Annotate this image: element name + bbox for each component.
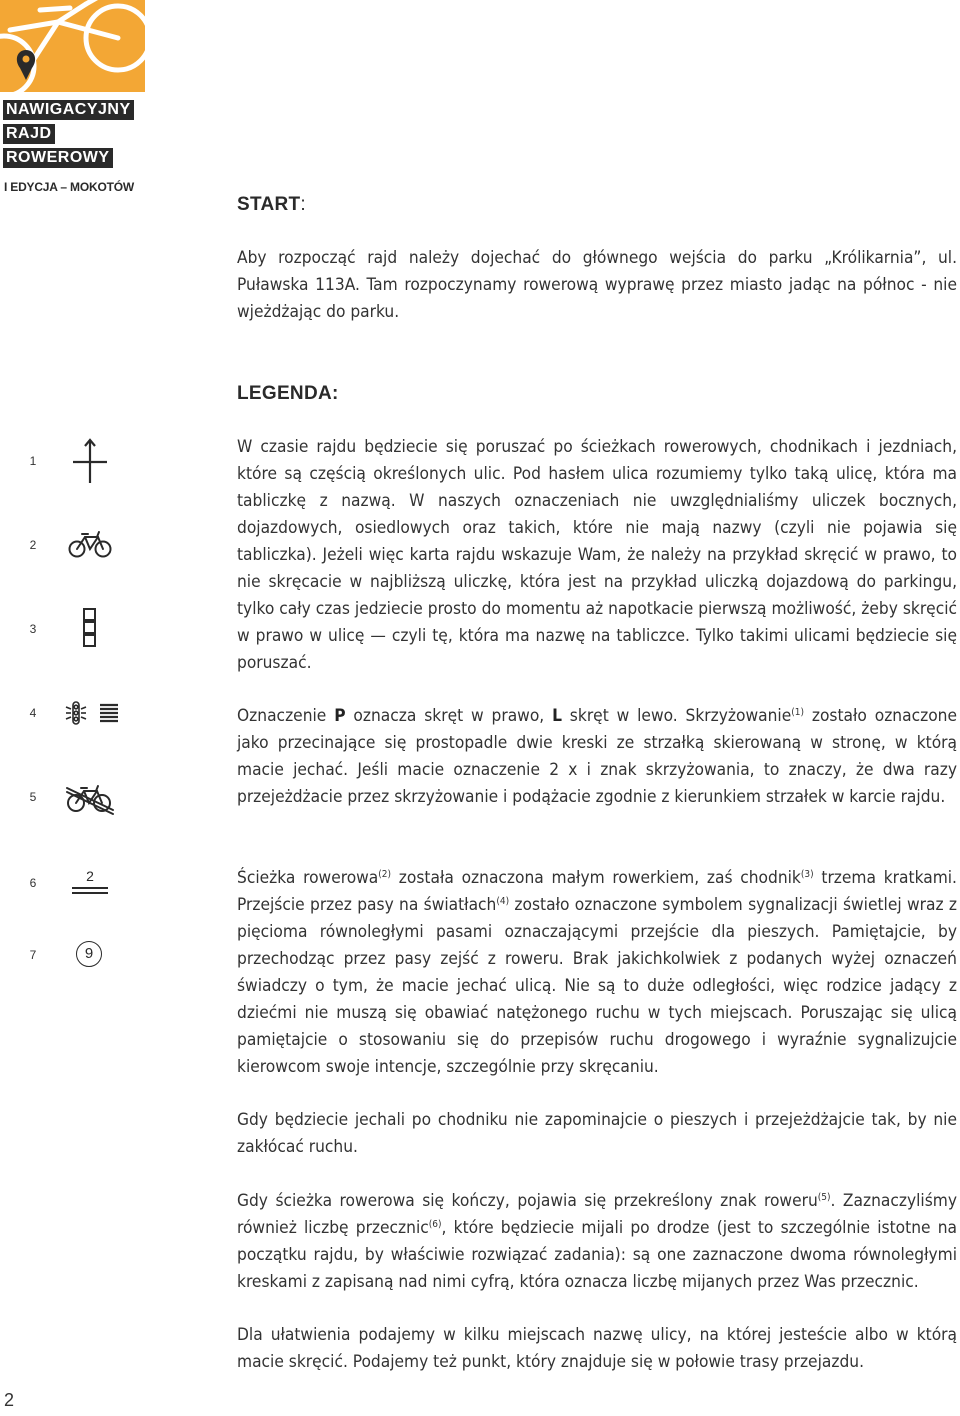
crossroad-arrow-icon [70, 438, 110, 486]
logo-word-2: RAJD [3, 124, 55, 144]
page-number: 2 [4, 1390, 15, 1410]
circled-number-icon: 9 [76, 941, 102, 967]
crosswalk-count-icon [72, 868, 108, 898]
crossed-bicycle-icon [64, 780, 116, 816]
legend-number-2: 2 [29, 538, 37, 552]
legend-number-1: 1 [29, 454, 37, 468]
legend-paragraph-3: Ścieżka rowerowa$^{(2)}$ została oznaczona małym rowerkiem, zaś chodnik$^{(3)}$ trzema kratkami. Przejście przez pasy na światłach$^{(4)}$ zostało oznaczone symbolem sygnalizacji świetlej wraz z pięcioma równoległymi pasami oznaczającymi przejście dla pieszych. Pamiętajcie, by przechodząc przez pasy zejść z roweru. Brak jakichkolwiek z podanych wyżej oznaczeń świadczy o tym, że macie jechać ulicą. Nie są to duże odległości, więc rodzice jadący z dziećmi nie muszą się obawiać natężonego ruchu w tych miejscach. Poruszając się ulicą pamiętajcie o stosowaniu się do przepisów ruchu drogowego i wyraźnie sygnalizujcie kierowcom swoje intencje, szczególnie przy skręcaniu. [237, 868, 957, 1077]
start-title: START [237, 194, 301, 215]
legend-heading: LEGENDA: [237, 383, 339, 404]
logo-graphic [0, 0, 145, 92]
legend-number-7: 7 [29, 948, 37, 962]
logo-word-1: NAWIGACYJNY [3, 100, 134, 120]
crosswalk-line-top [72, 887, 108, 889]
start-colon: : [300, 194, 307, 215]
legend-number-3: 3 [29, 622, 37, 636]
logo-word-3: ROWEROWY [3, 148, 113, 168]
crosswalk-count-label: 2 [86, 868, 94, 884]
legend-paragraph-4: Gdy będziecie jechali po chodniku nie zapominajcie o pieszych i przejeżdżajcie tak, by nie zakłócać ruchu. [237, 1110, 957, 1157]
bicycle-map-pin-icon [0, 0, 145, 92]
sidewalk-squares-icon [82, 607, 98, 649]
legend-number-5: 5 [29, 790, 37, 804]
legend-paragraph-6: Dla ułatwienia podajemy w kilku miejscach nazwę ulicy, na której jesteście albo w którą macie skręcić. Podajemy też punkt, który znajduje się w połowie trasy przejazdu. [237, 1325, 957, 1372]
legend-paragraph-5: Gdy ścieżka rowerowa się kończy, pojawia się przekreślony znak roweru$^{(5)}$. Zaznaczyliśmy również liczbę przecznic$^{(6)}$, które będziecie mijali po drodze (jest to szczególnie istotne na początku rajdu, by właściwie rozwiązać zadania): są one zaznaczone dwoma równoległymi kreskami z zapisaną nad nimi cyfrą, która oznacza liczbę mijanych przez Was przecznic. [237, 1191, 957, 1292]
bicycle-icon [68, 530, 112, 560]
start-heading [237, 194, 306, 216]
traffic-light-crosswalk-icon [64, 700, 120, 726]
edition-label: I EDYCJA – MOKOTÓW [4, 180, 134, 194]
crosswalk-line-bottom [72, 892, 108, 894]
start-paragraph: Aby rozpocząć rajd należy dojechać do głównego wejścia do parku „Królikarnia”, ul. Puławska 113A. Tam rozpoczynamy rowerową wyprawę przez miasto jadąc na północ - nie wjeżdżając do parku. [237, 248, 957, 322]
legend-number-4: 4 [29, 706, 37, 720]
legend-number-6: 6 [29, 876, 37, 890]
legend-paragraph-2: Oznaczenie P oznacza skręt w prawo, L skręt w lewo. Skrzyżowanie$^{(1)}$ zostało oznaczone jako przecinające się prostopadle dwie kreski ze strzałką skierowaną w stronę, w którą macie jechać. Jeśli macie oznaczenie 2 x i znak skrzyżowania, to znaczy, że dwa razy przejeżdżacie przez skrzyżowanie i podążacie zgodnie z kierunkiem strzałek w karcie rajdu. [237, 706, 957, 807]
legend-paragraph-1: W czasie rajdu będziecie się poruszać po ścieżkach rowerowych, chodnikach i jezdniach, które są częścią określonych ulic. Pod hasłem ulica rozumiemy tylko taką ulicę, która ma tabliczkę z nazwą. W naszych oznaczeniach nie uwzględnialiśmy uliczek bocznych, dojazdowych, osiedlowych oraz takich, które nie mają nazwy (czyli nie pojawia się tabliczka). Jeżeli więc karta rajdu wskazuje Wam, że należy na przykład skręcić w prawo, to nie skręcacie w najbliższą uliczkę, która jest na przykład uliczką dojazdową do parkingu, tylko cały czas jedziecie prosto do momentu aż napotkacie pierwszą możliwość, żeby skręcić w prawo w ulicę — czyli tę, która ma nazwę na tabliczce. Tylko takimi ulicami będziecie się poruszać. [237, 437, 957, 673]
